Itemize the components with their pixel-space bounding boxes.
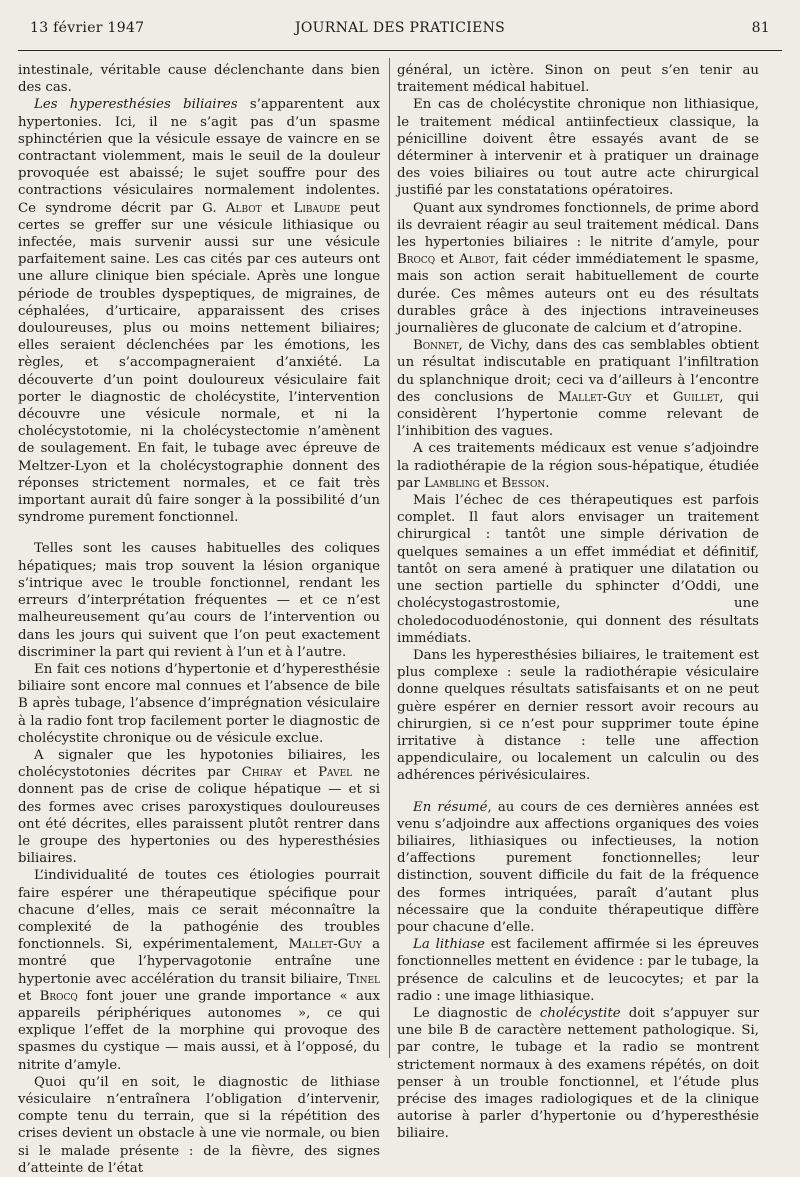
paragraph: général, un ictère. Sinon on peut s’en tenir au traitement médical habituel. bbox=[397, 63, 759, 96]
column-divider bbox=[389, 58, 390, 1058]
header-rule bbox=[18, 50, 782, 51]
paragraph: En fait ces notions d’hypertonie et d’hyperesthésie biliaire sont encore mal connues et l’absence de bile B après tubage, l’absence d’imprégnation vésiculaire à la radio font trop facilement porter le diagnostic de cholécystite chronique ou de vésicule exclue. bbox=[18, 661, 380, 746]
paragraph: Quoi qu’il en soit, le diagnostic de lithiase vésiculaire n’entraînera l’obligation d’intervenir, compte tenu du terrain, que si la répétition des crises devient un obstacle à une vie normale, ou bien si le malade présente : de la fièvre, des signes d’atteinte de l’état bbox=[18, 1074, 380, 1176]
paragraph: La lithiase est facilement affirmée si les épreuves fonctionnelles mettent en évidence : par le tubage, la présence de calculins et de leucocytes; et par la radio : une image lithiasique. bbox=[397, 937, 759, 1004]
running-header bbox=[30, 16, 770, 40]
paragraph: A ces traitements médicaux est venue s’adjoindre la radiothérapie de la région sous-hépatique, étudiée par Lambling et Besson. bbox=[397, 441, 759, 491]
left-column bbox=[18, 62, 380, 1177]
paragraph: Quant aux syndromes fonctionnels, de prime abord ils devraient réagir au seul traitement médical. Dans les hypertonies biliaires : le nitrite d’amyle, pour Brocq et Albot, fait céder immédiatement le spasme, mais son action serait habituellement de courte durée. Ces mêmes auteurs ont eu des résultats durables grâce à des injections intraveineuses journalières de gluconate de calcium et d’atropine. bbox=[397, 200, 759, 337]
paragraph: Dans les hyperesthésies biliaires, le traitement est plus complexe : seule la radiothérapie vésiculaire donne quelques résultats satisfaisants et on ne peut guère espérer en dernier ressort avoir recours au chirurgien, si ce n’est pour supprimer toute épine irritative à distance : telle une affection appendiculaire, ou localement un calculin ou des adhérences périvésiculaires. bbox=[397, 647, 759, 784]
paragraph: Les hyperesthésies biliaires s’apparentent aux hypertonies. Ici, il ne s’agit pas d’un spasme sphinctérien que la vésicule essaye de vaincre en se contractant violemment, mais le seuil de la douleur provoquée est abaissé; le sujet souffre pour des contractions vésiculaires normalement indolentes. Ce syndrome décrit par G. Albot et Libaude peut certes se greffer sur une vésicule lithiasique ou infectée, mais survenir aussi sur une vésicule parfaitement saine. Les cas cités par ces auteurs ont une allure clinique bien spéciale. Après une longue période de troubles dyspeptiques, de migraines, de céphalées, d’urticaire, apparaissent des crises douloureuses, plus ou moins nettement biliaires; elles seraient déclenchées par les émotions, les règles, et s’accompagneraient d’anxiété. La découverte d’un point douloureux vésiculaire fait porter le diagnostic de cholécystite, l’intervention découvre une vésicule normale, et ni la cholécystotomie, ni la cholécystectomie n’amènent de soulagement. En fait, le tubage avec épreuve de Meltzer-Lyon et la cholécystographie donnent des réponses strictement normales, et ce fait très important aurait dû faire songer à la possibilité d’un syndrome purement fonctionnel. bbox=[18, 97, 381, 526]
journal-title: JOURNAL DES PRATICIENS bbox=[294, 20, 506, 36]
paragraph: Telles sont les causes habituelles des coliques hépatiques; mais trop souvent la lésion organique s’intrique avec le trouble fonctionnel, rendant les erreurs d’interprétation fréquentes — et ce n’est malheureusement qu’au cours de l’intervention ou dans les jours qui suivent que l’on peut exactement discriminer la part qui revient à l’un et à l’autre. bbox=[18, 541, 380, 660]
paragraph: Le diagnostic de cholécystite doit s’appuyer sur une bile B de caractère nettement pathologique. Si, par contre, le tubage et la radio se montrent strictement normaux à des examens répétés, on doit penser à un trouble fonctionnel, et l’étude plus précise des images radiologiques et de la clinique autorise à parler d’hypertonie ou d’hyperesthésie biliaire. bbox=[397, 1005, 760, 1142]
paragraph: Mais l’échec de ces thérapeutiques est parfois complet. Il faut alors envisager un traitement chirurgical : tantôt une simple dérivation de quelques semaines a un effet immédiat et définitif, tantôt on sera amené à pratiquer une dilatation ou une section partielle du sphincter d’Oddi, une cholécystogastrostomie, une choledocoduodénostonie, qui donnent des résultats immédiats. bbox=[397, 493, 759, 646]
paragraph: En cas de cholécystite chronique non lithiasique, le traitement médical antiinfectieux classique, la pénicilline doivent être essayés avant de se déterminer à intervenir et à pratiquer un drainage des voies biliaires ou tout autre acte chirurgical justifié par les constatations opératoires. bbox=[397, 97, 759, 199]
paragraph: Bonnet, de Vichy, dans des cas semblables obtient un résultat indiscutable en pratiquant l’infiltration du splanchnique droit; ceci va d’ailleurs à l’encontre des conclusions de Mallet-Guy et Guillet, qui considèrent l’hypertonie comme relevant de l’inhibition des vagues. bbox=[397, 338, 759, 440]
paragraph: intestinale, véritable cause déclenchante dans bien des cas. bbox=[18, 63, 380, 96]
page-number: 81 bbox=[751, 20, 770, 36]
issue-date: 13 février 1947 bbox=[30, 20, 145, 36]
right-column bbox=[397, 62, 759, 1143]
paragraph: A signaler que les hypotonies biliaires, les cholécystotonies décrites par Chiray et Pavel ne donnent pas de crise de colique hépatique — et si des formes avec crises paroxystiques douloureuses ont été décrites, elles paraissent plutôt rentrer dans le groupe des hypertonies ou des hyperesthésies biliaires. bbox=[18, 747, 380, 867]
paragraph: L’individualité de toutes ces étiologies pourrait faire espérer une thérapeutique spécifique pour chacune d’elles, mais ce serait méconnaître la complexité de la pathogénie des troubles fonctionnels. Si, expérimentalement, Mallet-Guy a montré que l’hypervagotonie entraîne une hypertonie avec accélération du transit biliaire, Tinel et Brocq font jouer une grande importance « aux appareils périphériques autonomes », ce qui explique l’effet de la morphine qui provoque des spasmes du cystique — mais aussi, et à l’opposé, du nitrite d’amyle. bbox=[18, 868, 381, 1073]
paragraph: En résumé, au cours de ces dernières années est venu s’adjoindre aux affections organiques des voies biliaires, lithiasiques ou infectieuses, la notion d’affections purement fonctionnelles; leur distinction, souvent difficile du fait de la fréquence des formes intriquées, paraît d’autant plus nécessaire que la conduite thérapeutique diffère pour chacune d’elle. bbox=[397, 799, 759, 935]
